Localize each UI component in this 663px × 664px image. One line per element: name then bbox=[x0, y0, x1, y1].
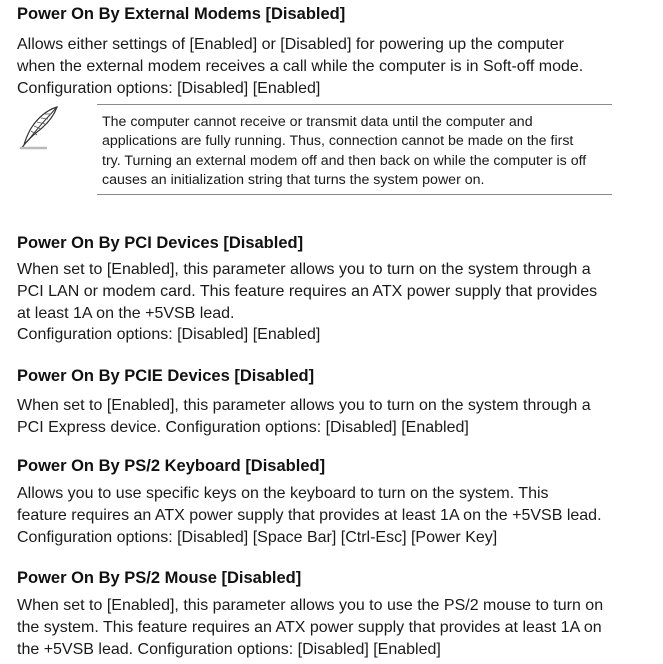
section-body bbox=[17, 595, 657, 660]
body-line: Allows either settings of [Enabled] or [Disabled] for powering up the computer bbox=[17, 36, 564, 53]
section-heading: Power On By PCIE Devices [Disabled] bbox=[17, 367, 315, 385]
body-line: Configuration options: [Disabled] [Space Bar] [Ctrl-Esc] [Power Key] bbox=[17, 528, 498, 546]
note-line: causes an initialization string that turns the system power on. bbox=[102, 171, 485, 188]
section-body bbox=[17, 259, 657, 346]
section-body bbox=[17, 483, 657, 548]
section-heading: Power On By PS/2 Keyboard [Disabled] bbox=[17, 457, 326, 475]
body-line: the system. This feature requires an ATX power supply that provides at least 1A on bbox=[17, 618, 602, 636]
body-line: When set to [Enabled], this parameter allows you to turn on the system through a bbox=[17, 397, 591, 414]
section-heading: Power On By PS/2 Mouse [Disabled] bbox=[17, 569, 302, 587]
section-ps2-mouse bbox=[17, 568, 657, 660]
note-line: The computer cannot receive or transmit data until the computer and bbox=[102, 114, 533, 130]
section-heading: Power On By PCI Devices [Disabled] bbox=[17, 234, 304, 252]
body-line: PCI LAN or modem card. This feature requires an ATX power supply that provides bbox=[17, 282, 598, 300]
section-external-modems bbox=[17, 4, 657, 99]
note-box bbox=[97, 104, 612, 195]
body-line: Configuration options: [Disabled] [Enabled] bbox=[17, 326, 321, 344]
note-text bbox=[102, 113, 612, 190]
body-line: PCI Express device. Configuration options: [Disabled] [Enabled] bbox=[17, 418, 469, 436]
body-line: Configuration options: [Disabled] [Enabled] bbox=[17, 79, 321, 97]
body-line: When set to [Enabled], this parameter allows you to turn on the system through a bbox=[17, 261, 591, 278]
section-body bbox=[17, 395, 657, 439]
body-line: the +5VSB lead. Configuration options: [Disabled] [Enabled] bbox=[17, 640, 441, 658]
section-body bbox=[17, 34, 657, 99]
section-pci-devices bbox=[17, 233, 657, 346]
section-ps2-keyboard bbox=[17, 456, 657, 548]
body-line: feature requires an ATX power supply that provides at least 1A on the +5VSB lead. bbox=[17, 506, 602, 524]
body-line: when the external modem receives a call while the computer is in Soft-off mode. bbox=[17, 57, 584, 75]
body-line: at least 1A on the +5VSB lead. bbox=[17, 304, 235, 322]
quill-pen-icon bbox=[17, 104, 63, 150]
section-pcie-devices bbox=[17, 366, 657, 439]
body-line: When set to [Enabled], this parameter allows you to use the PS/2 mouse to turn on bbox=[17, 597, 604, 614]
note-line: try. Turning an external modem off and then back on while the computer is off bbox=[102, 152, 587, 169]
section-heading: Power On By External Modems [Disabled] bbox=[17, 5, 346, 23]
note-line: applications are fully running. Thus, connection cannot be made on the first bbox=[102, 133, 574, 150]
body-line: Allows you to use specific keys on the keyboard to turn on the system. This bbox=[17, 485, 549, 502]
